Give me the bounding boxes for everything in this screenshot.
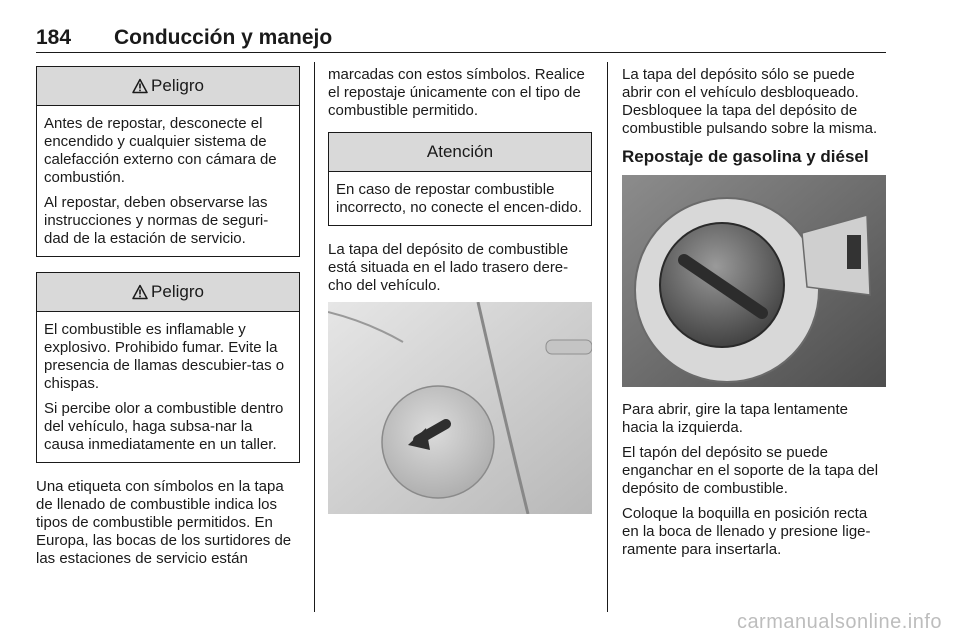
danger-box-title: Peligro [151, 282, 204, 301]
column-2 [328, 66, 592, 528]
danger-box-body [37, 106, 299, 256]
paragraph: En caso de repostar combustible incorrecto, no conecte el encen-dido. [336, 181, 582, 216]
paragraph: Coloque la boquilla en posición recta en la boca de llenado y presione lige-ramente para insertarla. [622, 505, 871, 558]
page-number: 184 [36, 26, 72, 49]
watermark: carmanualsonline.info [736, 611, 942, 633]
paragraph: El tapón del depósito se puede enganchar en el soporte de la tapa del depósito de combustible. [622, 444, 879, 497]
paragraph: Una etiqueta con símbolos en la tapa de llenado de combustible indica los tipos de combustible permitidos. En Europa, las bocas de los surtidores de las estaciones de servicio están [36, 478, 292, 567]
warning-triangle-icon [132, 284, 148, 300]
paragraph: Antes de repostar, desconecte el encendido y cualquier sistema de calefacción externo con cámara de combustión. [44, 115, 277, 186]
caution-box-title: Atención [426, 142, 494, 161]
column-divider [607, 62, 608, 612]
page-header [36, 22, 886, 53]
fuel-door-photo [328, 302, 592, 514]
paragraph: Para abrir, gire la tapa lentamente hacia la izquierda. [622, 401, 848, 436]
danger-box-header [37, 273, 299, 312]
paragraph: La tapa del depósito de combustible está situada en el lado trasero dere-cho del vehículo. [328, 241, 569, 294]
danger-box-title: Peligro [151, 76, 204, 95]
fuel-cap-photo [622, 175, 886, 387]
paragraph: La tapa del depósito sólo se puede abrir con el vehículo desbloqueado. Desbloquee la tapa del depósito de combustible pulsando sobre la misma. [622, 66, 878, 137]
caution-box-body [329, 172, 591, 225]
paragraph: Al repostar, deben observarse las instrucciones y normas de seguri-dad de la estación de servicio. [44, 194, 269, 247]
caution-box-header [329, 133, 591, 172]
caution-box [328, 132, 592, 226]
chapter-title: Conducción y manejo [114, 26, 333, 49]
column-3 [622, 66, 886, 566]
paragraph: El combustible es inflamable y explosivo. Prohibido fumar. Evite la presencia de llamas descubier-tas o chispas. [44, 321, 285, 392]
danger-box-body [37, 312, 299, 462]
danger-box-header [37, 67, 299, 106]
danger-box [36, 66, 300, 257]
column-1 [36, 66, 300, 575]
danger-box [36, 272, 300, 463]
paragraph: Si percibe olor a combustible dentro del vehículo, haga subsa-nar la causa inmediatamente en un taller. [44, 400, 284, 453]
section-heading: Repostaje de gasolina y diésel [622, 147, 869, 166]
column-divider [314, 62, 315, 612]
warning-triangle-icon [132, 78, 148, 94]
paragraph: marcadas con estos símbolos. Realice el repostaje únicamente con el tipo de combustible permitido. [328, 66, 585, 119]
